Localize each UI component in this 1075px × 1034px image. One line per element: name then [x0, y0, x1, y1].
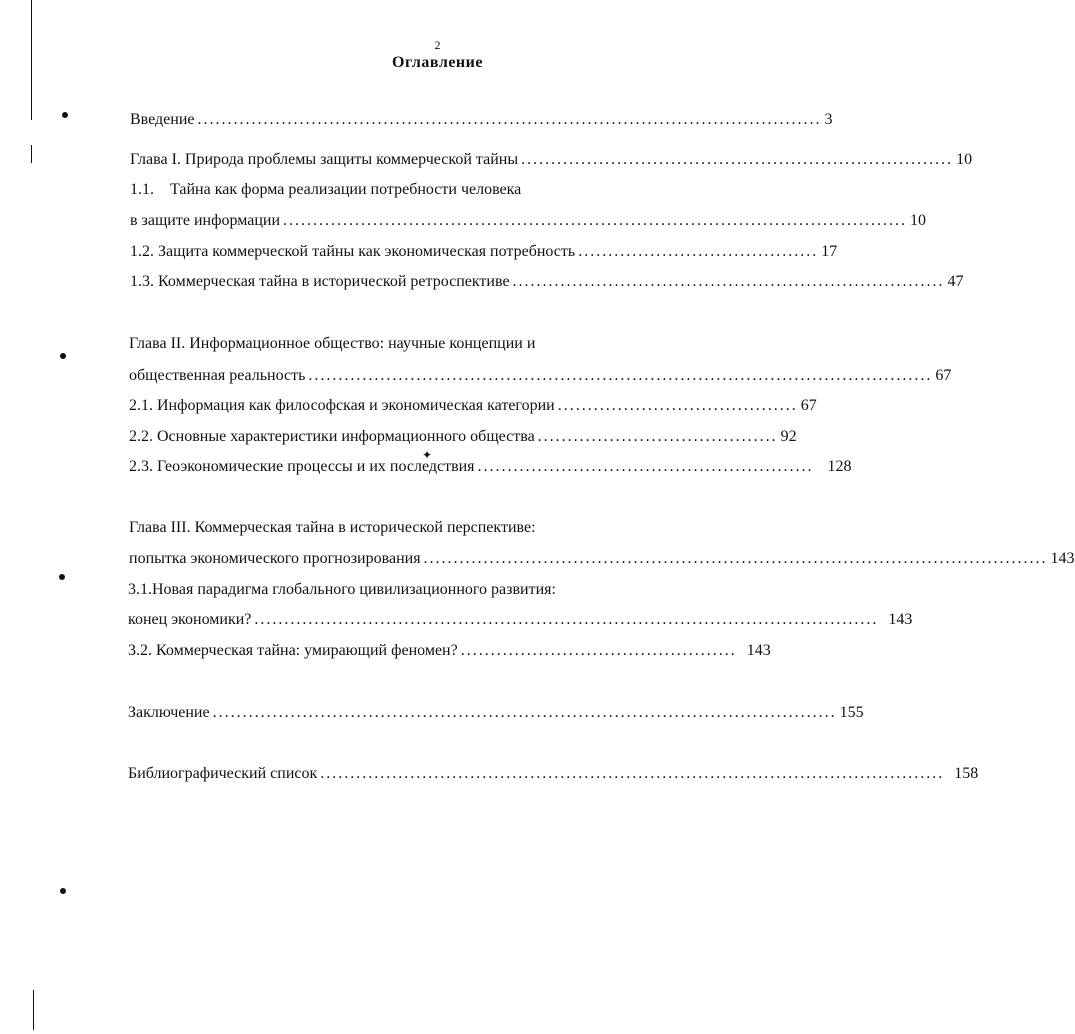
toc-leader-dots: .............................................. — [460, 642, 737, 659]
toc-entry-1-2 — [130, 242, 838, 262]
toc-entry-text: конец экономики? — [128, 611, 252, 628]
scan-left-edge-mark — [33, 990, 34, 1030]
toc-leader-dots: ........................................................................................................ — [423, 550, 1048, 567]
toc-entry-page: 143 — [1050, 550, 1075, 567]
toc-entry-page: 3 — [824, 111, 833, 128]
toc-entry-text: 3.2. Коммерческая тайна: умирающий феномен? — [128, 642, 458, 659]
page-number: 2 — [434, 38, 441, 52]
punch-hole-mark — [59, 574, 65, 580]
toc-entry-text: Заключение — [128, 704, 210, 721]
punch-hole-mark — [60, 888, 66, 894]
toc-entry-3-1 — [128, 610, 913, 630]
toc-entry-chapter-2 — [129, 366, 952, 386]
toc-leader-dots: ........................................................................................................ — [308, 367, 933, 384]
toc-entry-text: Введение — [130, 111, 195, 128]
toc-leader-dots: ........................................ — [578, 243, 819, 260]
toc-leader-dots: ........................................................................................................ — [212, 704, 837, 721]
toc-entry-text: Библиографический список — [128, 765, 318, 782]
toc-entry-page: 143 — [888, 611, 913, 628]
toc-entry-3-1-line1: 3.1.Новая парадигма глобального цивилизационного развития: — [128, 581, 556, 598]
toc-entry-2-2 — [129, 427, 797, 447]
toc-leader-dots: ........................................ — [557, 397, 798, 414]
toc-entry-chapter-3-line1: Глава III. Коммерческая тайна в исторической перспективе: — [129, 519, 536, 536]
toc-entry-2-1 — [129, 396, 817, 416]
toc-entry-page: 17 — [821, 243, 838, 260]
toc-entry-intro — [130, 110, 833, 130]
toc-entry-text: Глава I. Природа проблемы защиты коммерческой тайны — [130, 151, 519, 168]
page-title: Оглавление — [392, 54, 483, 71]
toc-leader-dots: ........................................................ — [477, 458, 814, 475]
toc-entry-text: попытка экономического прогнозирования — [129, 550, 421, 567]
toc-entry-chapter-2-line1: Глава II. Информационное общество: научные концепции и — [129, 335, 536, 352]
toc-entry-page: 10 — [910, 212, 927, 229]
toc-entry-text: в защите информации — [130, 212, 281, 229]
toc-entry-text: 1.2. Защита коммерческой тайны как экономическая потребность — [130, 243, 576, 260]
toc-entry-page: 67 — [800, 397, 817, 414]
toc-leader-dots: ........................................................................................................ — [320, 765, 945, 782]
toc-entry-1-3 — [130, 272, 964, 292]
toc-entry-page: 155 — [839, 704, 864, 721]
toc-entry-conclusion — [128, 703, 864, 723]
toc-entry-page: 128 — [827, 458, 852, 475]
toc-entry-text: 1.3. Коммерческая тайна в исторической ретроспективе — [130, 273, 510, 290]
toc-entry-3-2 — [128, 641, 771, 661]
toc-entry-text: 2.2. Основные характеристики информационного общества — [129, 428, 535, 445]
toc-entry-2-3 — [129, 457, 852, 477]
toc-leader-dots: ........................................................................................................ — [197, 111, 822, 128]
toc-entry-page: 158 — [954, 765, 979, 782]
toc-leader-dots: ........................................ — [537, 428, 778, 445]
toc-entry-page: 10 — [956, 151, 973, 168]
scan-left-edge-mark — [31, 145, 32, 163]
toc-entry-page: 67 — [935, 367, 952, 384]
toc-leader-dots: ........................................................................................................ — [283, 212, 908, 229]
toc-entry-chapter-3 — [129, 549, 1075, 569]
punch-hole-mark — [62, 112, 68, 118]
toc-entry-1-1-line1: 1.1. Тайна как форма реализации потребности человека — [130, 181, 522, 198]
toc-entry-text: общественная реальность — [129, 367, 306, 384]
toc-entry-page: 143 — [746, 642, 771, 659]
toc-leader-dots: ........................................................................ — [512, 273, 945, 290]
toc-entry-1-1 — [130, 211, 927, 231]
punch-hole-mark — [60, 353, 66, 359]
toc-leader-dots: ........................................................................ — [521, 151, 954, 168]
scan-speck: ✦ — [422, 448, 433, 462]
toc-entry-text: 2.3. Геоэкономические процессы и их последствия — [129, 458, 475, 475]
toc-entry-chapter-1 — [130, 150, 973, 170]
toc-entry-bibliography — [128, 764, 979, 784]
toc-entry-page: 92 — [780, 428, 797, 445]
toc-entry-text: 2.1. Информация как философская и экономическая категории — [129, 397, 555, 414]
toc-leader-dots: ........................................................................................................ — [254, 611, 879, 628]
toc-entry-page: 47 — [947, 273, 964, 290]
